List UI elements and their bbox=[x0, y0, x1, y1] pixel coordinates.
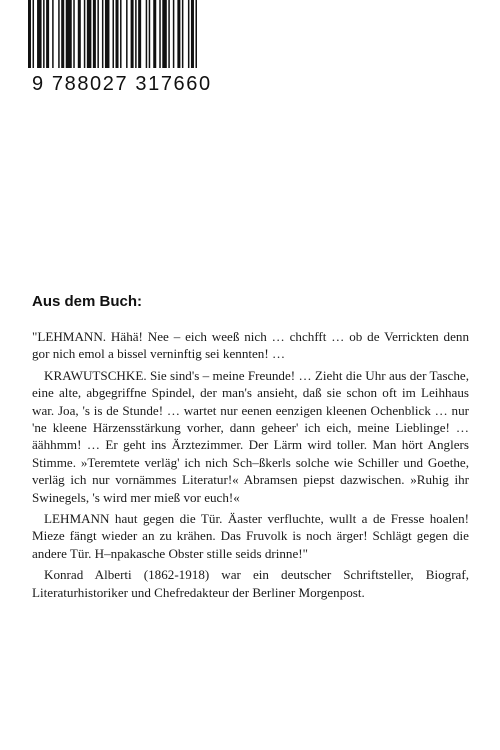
barcode-bar-18 bbox=[116, 0, 119, 68]
barcode-bar-14 bbox=[97, 0, 99, 68]
barcode-bar-1 bbox=[33, 0, 35, 68]
barcode-bar-35 bbox=[195, 0, 197, 68]
barcode-bar-10 bbox=[78, 0, 81, 68]
barcode-bar-33 bbox=[188, 0, 190, 68]
barcode-bar-32 bbox=[182, 0, 184, 68]
barcode-bar-16 bbox=[105, 0, 110, 68]
barcode-bar-30 bbox=[173, 0, 175, 68]
barcode-bar-24 bbox=[146, 0, 148, 68]
barcode-bar-21 bbox=[131, 0, 134, 68]
barcode-bar-29 bbox=[168, 0, 170, 68]
barcode-bar-2 bbox=[37, 0, 42, 68]
barcode-bar-31 bbox=[177, 0, 180, 68]
excerpt-paragraph-2: KRAWUTSCHKE. Sie sind's – meine Freunde! … Zieht die Uhr aus der Tasche, eine alte, abgegriffne Spindel, der man's ansieht, daß sie schon oft im Leihhaus war. Joa, 's is de Stunde! … wartet nur eenen eenzigen kleenen Ochenblick … nur 'ne kleene Härzensstärkung vorher, dann geheer' ich eich, meine Lieblinge! … äähhmm! … Er geht ins Ärztezimmer. Der Lärm wird toller. Man hört Anglers Stimme. »Teremtete verläg' ich nich Sch–ßkerls solche wie Schiller und Goethe, verläg ich nur vornämmes Literatur!« Abramsen piepst dazwischen. »Ruhig ihr Swinegels, 's wird mer mieß vor euch!« bbox=[32, 367, 469, 505]
barcode-bar-28 bbox=[162, 0, 167, 68]
barcode-bar-5 bbox=[52, 0, 54, 68]
barcode-bars bbox=[28, 0, 200, 68]
barcode-bar-23 bbox=[138, 0, 141, 68]
barcode-bar-27 bbox=[159, 0, 161, 68]
barcode-bar-4 bbox=[46, 0, 49, 68]
barcode-bar-15 bbox=[102, 0, 104, 68]
author-bio-paragraph: Konrad Alberti (1862-1918) war ein deutscher Schriftsteller, Biograf, Literaturhistoriker und Chefredakteur der Berliner Morgenpost. bbox=[32, 567, 469, 600]
barcode-bar-25 bbox=[149, 0, 151, 68]
barcode-bar-13 bbox=[93, 0, 96, 68]
barcode-bar-12 bbox=[87, 0, 92, 68]
barcode-bar-8 bbox=[66, 0, 72, 68]
barcode-bar-6 bbox=[58, 0, 60, 68]
excerpt-paragraph-3: LEHMANN haut gegen die Tür. Äaster verfluchte, wullt a de Fresse hoalen! Mieze fängt wieder an zu krähen. Das Fruvolk is noch ärger! Schlägt gegen die andere Tür. H–npakasche Obster stille seids drinne!" bbox=[32, 511, 469, 561]
book-excerpt bbox=[32, 328, 469, 605]
barcode-bar-17 bbox=[112, 0, 114, 68]
barcode-bar-26 bbox=[153, 0, 156, 68]
section-heading: Aus dem Buch: bbox=[32, 293, 143, 310]
barcode-bar-0 bbox=[28, 0, 31, 68]
barcode bbox=[18, 0, 210, 105]
barcode-bar-19 bbox=[120, 0, 122, 68]
barcode-bar-22 bbox=[135, 0, 137, 68]
barcode-bar-9 bbox=[73, 0, 75, 68]
barcode-bar-3 bbox=[43, 0, 45, 68]
barcode-bar-7 bbox=[61, 0, 64, 68]
barcode-digits: 9 788027 317660 bbox=[32, 73, 212, 95]
excerpt-paragraph-1: "LEHMANN. Hähä! Nee – eich weeß nich … chchfft … ob de Verrickten denn gor nich emol a bissel verninftig sei kennten! … bbox=[32, 329, 469, 362]
barcode-bar-11 bbox=[84, 0, 86, 68]
barcode-bar-34 bbox=[191, 0, 194, 68]
barcode-bar-20 bbox=[126, 0, 128, 68]
